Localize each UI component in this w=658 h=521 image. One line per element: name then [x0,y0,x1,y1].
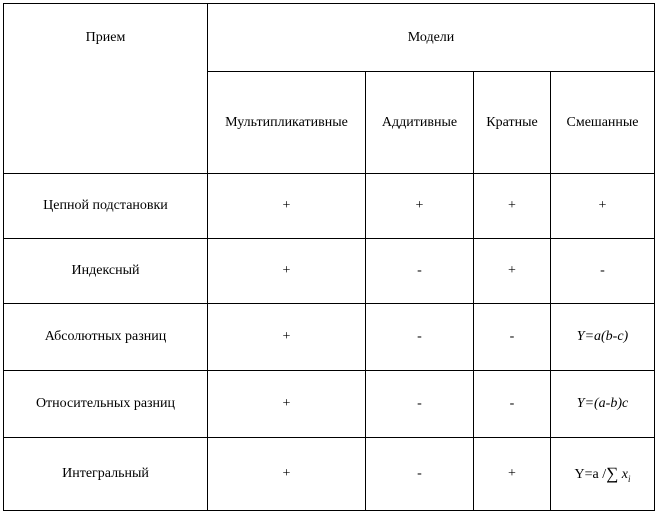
table-cell: + [474,174,551,239]
table-cell: + [208,438,366,511]
formula-cell [551,438,655,511]
table-cell: - [366,438,474,511]
formula-cell: Y=a(b-c) [551,304,655,371]
column-header-multiple: Кратные [474,72,551,174]
table-row [4,239,655,304]
formula-cell: Y=(a-b)c [551,371,655,438]
column-header-additive: Аддитивные [366,72,474,174]
integral-formula [574,464,631,484]
header-technique [4,4,208,174]
row-technique: Интегральный [4,438,208,511]
table-row [4,174,655,239]
table-cell: + [366,174,474,239]
row-technique: Относительных разниц [4,371,208,438]
header-technique-label: Прием [85,30,126,45]
table-cell: + [208,239,366,304]
methods-table [3,3,655,511]
formula-prefix: Y=a / [574,467,607,482]
table-cell: - [366,239,474,304]
table-cell: - [551,239,655,304]
table-cell: + [474,438,551,511]
column-header-multiplicative: Мультипликативные [208,72,366,174]
formula-variable: x [621,467,628,482]
formula-subscript: i [627,473,631,484]
table-cell: - [474,371,551,438]
table-cell: + [208,371,366,438]
table-cell: - [474,304,551,371]
row-technique: Цепной подстановки [4,174,208,239]
table-cell: + [208,174,366,239]
row-technique: Абсолютных разниц [4,304,208,371]
table-row [4,371,655,438]
table-cell: + [208,304,366,371]
table-row [4,438,655,511]
table-cell: + [551,174,655,239]
header-row [4,4,655,72]
table-cell: - [366,371,474,438]
table-row [4,304,655,371]
row-technique: Индексный [4,239,208,304]
sum-symbol: ∑ [606,464,619,483]
header-models [208,4,655,72]
header-models-label: Модели [407,29,455,45]
table-cell: - [366,304,474,371]
table-cell: + [474,239,551,304]
column-header-mixed: Смешанные [551,72,655,174]
